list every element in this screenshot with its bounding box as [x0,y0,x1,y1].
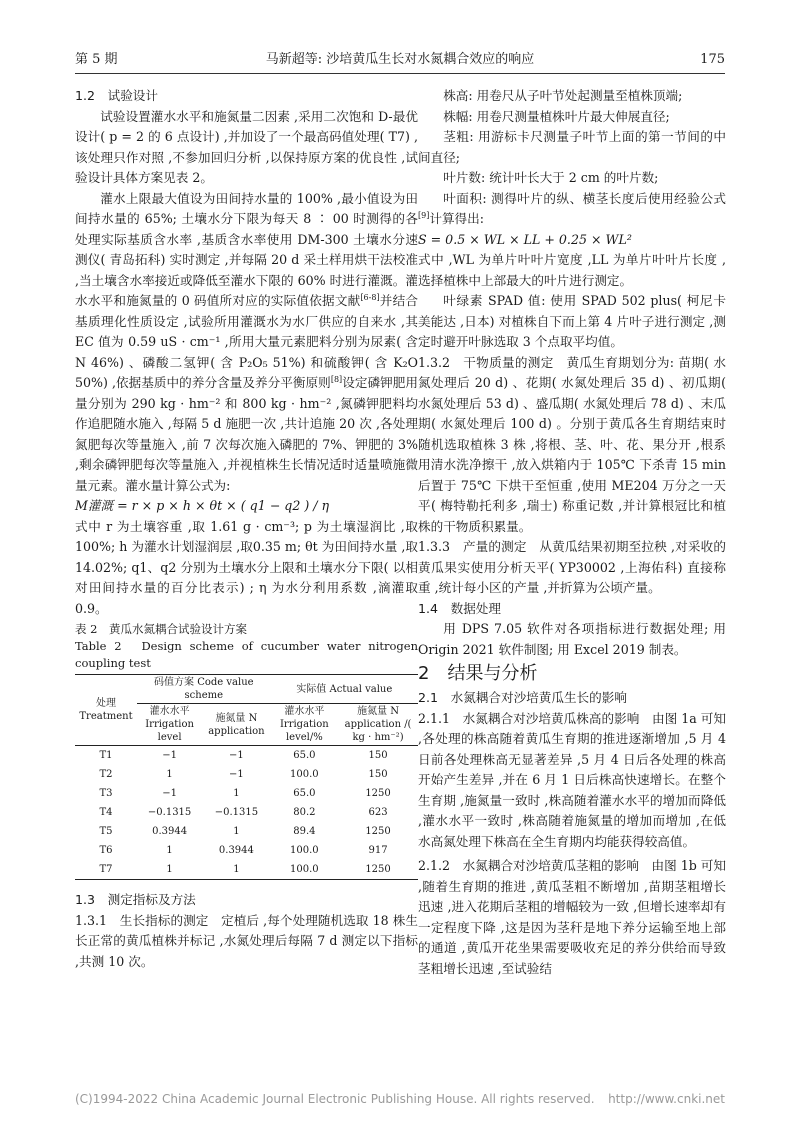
paragraph-formula-variables: 式中 r 为土壤容重 ,取 1.61 g · cm⁻³; p 为土壤湿润比 ,取100%; h 为灌水计划湿润层 ,取0.35 m; θt 为田间持水量 ,取 14.02%; q1、q2 分别为土壤水分上限和土壤水分下限( 以相对田间持水量的百分比表示) ; η 为水分利用系数 ,滴灌取 0.9。 [75,518,418,616]
irrigation-text-c: 设定磷钾肥用量分别为 290 kg · hm⁻² 和 800 kg · hm⁻² ,氮磷钾肥料均作追肥随水施入 ,每隔 5 d 施肥一次 ,共计追施 20 次 ,各处理氮肥每次等量施入 ,前 7 次每次施入磷肥的 7%、钾肥的 3% ,剩余磷钾肥每次等量施入 ,并视植株生长情况适时适量喷施微量元素。灌水量计算公式为: [75,375,418,493]
leaf-area-method [418,189,726,230]
section-2-title: 2 结果与分析 [418,663,538,684]
table-cell: −1 [229,769,244,780]
right-column [418,86,726,979]
footer [75,1089,725,1110]
th-code-scheme: 码值方案 Code value scheme [137,675,271,704]
table-cell: 1 [233,788,240,799]
table-cell: −0.1315 [147,807,192,818]
table-cell: T2 [99,769,113,780]
table-cell: 1250 [365,826,391,837]
table-caption-cn: 表 2 黄瓜水氮耦合试验设计方案 [75,622,247,636]
paragraph-design: 试验设置灌水水平和施氮量二因素 ,采用二次饱和 D-最优设计( p = 2 的 6 点设计) ,并加设了一个最高码值处理( T7) ,该处理只作对照 ,不参加回归分析 ,以保持原方案的优良性 ,试验设计具体方案见表 2。 [75,108,418,185]
table-cell: 80.2 [293,807,316,818]
table-cell: 1 [233,826,240,837]
table-cell: T1 [99,750,113,761]
yield-method: 1.3.3 产量的测定 从黄瓜结果初期至拉秧 ,对采收的黄瓜果实使用分析天平( YP30002 ,上海佑科) 直接称重 ,统计每小区的产量 ,并折算为公顷产量。 [418,539,726,595]
dry-matter-method: 1.3.2 干物质量的测定 黄瓜生育期划分为: 苗期( 水氮处理后 20 d) 、花期( 水氮处理后 35 d) 、初瓜期( 水氮处理后 53 d) 、盛瓜期( 水氮处理后 78 d) 、末瓜期( 水氮处理后 100 d) 。分别于黄瓜各生育期结束时随机选取植株 3 株 ,将根、茎、叶、花、果分开 ,根系用清水洗净擦干 ,放入烘箱内于 105℃ 下杀青 15 min 后置于 75℃ 下烘干至恒重 ,使用 ME204 万分之一天平( 梅特勒托利多 ,瑞士) 称重记数 ,并计算根冠比和植株的干物质积累量。 [418,354,726,534]
data-processing-text: 用 DPS 7.05 软件对各项指标进行数据处理; 用 Origin 2021 软件制图; 用 Excel 2019 制表。 [418,621,726,657]
paragraph-growth-measure: 1.3.1 生长指标的测定 定植后 ,每个处理随机选取 18 株生长正常的黄瓜植株并标记 ,水氮处理后每隔 7 d 测定以下指标 ,共测 10 次。 [75,912,418,969]
table-row [75,803,418,822]
table-cell: 100.0 [290,845,319,856]
table-cell: 100.0 [290,769,319,780]
paragraph-stem-results: 2.1.2 水氮耦合对沙培黄瓜茎粗的影响 由图 1b 可知 ,随着生育期的推进 ,黄瓜茎粗不断增加 ,苗期茎粗增长迅速 ,进入花期后茎粗的增幅较为一致 ,但增长速率却有一定程度下降 ,这是因为茎秆是地下养分运输至地上部的通道 ,黄瓜开花坐果需要吸收充足的养分供给而导致茎粗增长迅速 ,至试验结 [418,858,726,976]
section-1-2-title: 1.2 试验设计 [75,88,158,103]
leaf-number-method: 叶片数: 统计叶长大于 2 cm 的叶片数; [443,170,659,185]
table-cell: 89.4 [293,826,316,837]
design-table [75,674,418,880]
table-cell: 150 [368,750,388,761]
table-cell: 150 [368,769,388,780]
table-cell: −1 [229,750,244,761]
table-cell: 1 [166,769,173,780]
leaf-area-formula-desc: 式中 ,WL 为单片叶叶片宽度 ,LL 为单片叶叶片长度 ,选择植株中上部最大的叶片进行测定。 [418,252,726,288]
page-number: 175 [700,52,725,67]
left-column [75,86,418,972]
table-cell: −0.1315 [214,807,259,818]
irrigation-text-a: 灌水上限最大值设为田间持水量的 100% ,最小值设为田间持水量的 65%; 土壤水分下限为每天 8 ∶ 00 时测得的各处理实际基质含水率 ,基质含水率使用 DM-300 土壤水分速测仪( 青岛拓科) 实时测定 ,并每隔 20 d 采土样用烘干法校准 ,当土壤含水率接近或降低至灌水下限的 60% 时进行灌溉。灌水水平和施氮量的 0 码值所对应的实际值依据文献 [75,190,418,308]
table-row [75,765,418,784]
table-cell: T3 [99,788,113,799]
table-cell: T5 [99,826,113,837]
leaf-area-text: 叶面积: 测得叶片的纵、横茎长度后使用经验公式 [443,190,726,206]
table-cell: −1 [162,788,177,799]
plant-width-method: 株幅: 用卷尺测量植株叶片最大伸展直径; [443,108,670,124]
table-cell: 0.3944 [218,845,254,856]
table-cell: T4 [99,807,113,818]
section-2-1-title: 2.1 水氮耦合对沙培黄瓜生长的影响 [418,690,627,705]
table-cell: 1 [166,845,173,856]
section-1-3-title: 1.3 测定指标及方法 [75,892,196,907]
paragraph-plant-height-results: 2.1.1 水氮耦合对沙培黄瓜株高的影响 由图 1a 可知 ,各处理的株高随着黄瓜生育期的推进逐渐增加 ,5 月 4 日前各处理株高无显著差异 ,5 月 4 日后各处理的株高开始产生差异 ,并在 6 月 1 日后株高快速增长。在整个生育期 ,施氮量一致时 ,株高随着灌水水平的增加而降低 ,灌水水平一致时 ,株高随着施氮量的增加而增加 ,在低水高氮处理下株高在全生育期内均能获得较高值。 [418,710,726,849]
th-n-actual: 施氮量 N application /( kg · hm⁻²) [338,704,418,746]
section-1-4-title: 1.4 数据处理 [418,600,501,616]
ref-9: [9] [418,210,430,220]
table-cell: T6 [99,845,113,856]
copyright-notice: (C)1994-2022 China Academic Journal Electronic Publishing House. All rights reserved. [75,1092,595,1106]
table-row [75,822,418,841]
table-cell: 917 [368,845,388,856]
table-cell: 65.0 [293,788,316,799]
leaf-area-tail: 计算得出: [429,211,484,226]
table-cell: 0.3944 [152,826,188,837]
stem-diameter-method: 茎粗: 用游标卡尺测量子叶节上面的第一节间的中间直径; [418,129,726,165]
journal-issue: 第 5 期 [75,52,118,67]
leaf-area-formula: S = 0.5 × WL × LL + 0.25 × WL² [418,231,632,247]
table-row [75,746,418,766]
table-cell: 65.0 [293,750,316,761]
table-row [75,784,418,803]
table-cell: 1 [137,860,202,880]
th-irrigation-code: 灌水水平 Irrigation level [137,704,202,746]
table-caption-en: Table 2 Design scheme of cucumber water nitrogen coupling test [75,639,418,670]
running-title: 马新超等: 沙培黄瓜生长对水氮耦合效应的响应 [265,52,535,67]
th-treatment: 处理 Treatment [75,675,137,746]
table-cell: T7 [75,860,137,880]
table-cell: 100.0 [271,860,338,880]
paragraph-irrigation [75,189,418,497]
irrigation-text-b: 并结合基质理化性质设定 ,试验所用灌溉水为水厂供应的自来水 ,其 EC 值为 0.59 uS · cm⁻¹ ,所用大量元素肥料分别为尿素( 含 N 46%) 、磷酸二氢钾( 含 P₂O₅ 51%) 和硫酸钾( 含 K₂O 50%) ,依据基质中的养分含量及养分平衡原则 [75,293,418,390]
table-cell: 1250 [338,860,418,880]
spad-method: 叶绿素 SPAD 值: 使用 SPAD 502 plus( 柯尼卡美能达 ,日本) 对植株自下而上第 4 片叶子进行测定 ,测定时避开叶脉选取 3 个点取平均值。 [418,293,726,349]
table-cell: 1 [202,860,270,880]
irrigation-formula: M灌溉 = r × p × h × θt × ( q1 − q2 ) / η [75,498,330,513]
cnki-url: http://www.cnki.net [608,1092,725,1106]
th-n-code: 施氮量 N application [202,704,270,746]
table-row [75,860,418,880]
table-cell: −1 [162,750,177,761]
table-row [75,841,418,860]
header-rule [75,73,725,74]
plant-height-method: 株高: 用卷尺从子叶节处起测量至植株顶端; [443,88,683,103]
th-irrigation-actual: 灌水水平 Irrigation level/% [271,704,338,746]
th-actual-value: 实际值 Actual value [271,675,418,704]
table-cell: 623 [368,807,388,818]
ref-6-8: [6-8] [360,292,380,302]
table-cell: 1250 [365,788,391,799]
ref-8: [8] [330,374,343,384]
